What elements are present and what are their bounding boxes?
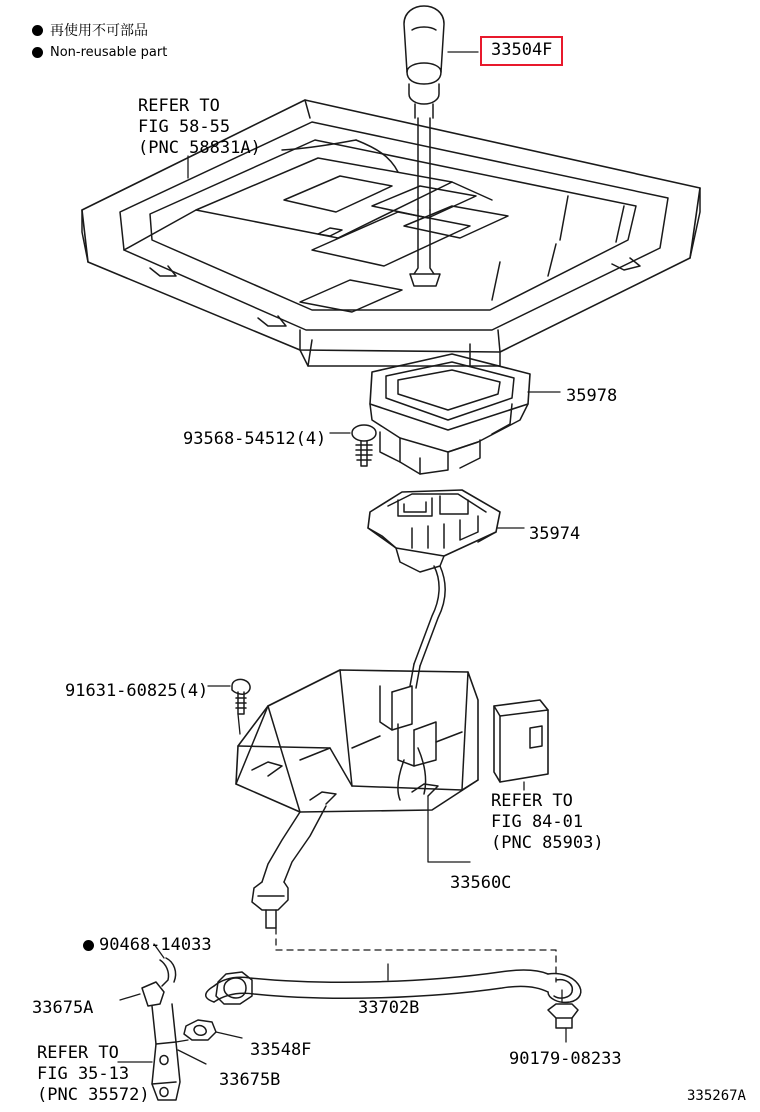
refer-to-fig-35-13[interactable]: REFER TO FIG 35-13 (PNC 35572) [37,1043,150,1105]
legend-item-non-reusable-en [32,45,167,60]
legend-label-en: Non-reusable part [50,45,168,60]
filled-circle-icon [83,940,94,951]
filled-circle-icon [32,25,43,36]
part-label-33548f[interactable]: 33548F [250,1040,312,1060]
part-label-33560c[interactable]: 33560C [450,873,512,893]
part-label-33675b[interactable]: 33675B [219,1070,281,1090]
part-label-33702b[interactable]: 33702B [358,998,420,1018]
refer-to-fig-58-55[interactable]: REFER TO FIG 58-55 (PNC 58831A) [138,96,261,158]
callout-label: 33504F [491,40,553,60]
part-label-33675a[interactable]: 33675A [32,998,94,1018]
part-label-35974[interactable]: 35974 [529,524,581,544]
refer-to-fig-84-01[interactable]: REFER TO FIG 84-01 (PNC 85903) [491,791,604,853]
part-label-90179-08233[interactable]: 90179-08233 [509,1049,622,1069]
diagram-code: 335267A [686,1088,746,1104]
part-label-90468-14033[interactable] [83,935,212,955]
legend-label-jp: 再使用不可部品 [50,23,148,39]
legend-item-non-reusable-jp [32,20,148,40]
part-number-text: 90468-14033 [99,935,212,955]
filled-circle-icon [32,47,43,58]
part-label-35978[interactable]: 35978 [566,386,618,406]
part-label-91631-60825[interactable]: 91631-60825(4) [65,681,209,701]
highlighted-part-callout-33504F[interactable] [480,36,563,66]
part-label-93568-54512[interactable]: 93568-54512(4) [183,429,327,449]
